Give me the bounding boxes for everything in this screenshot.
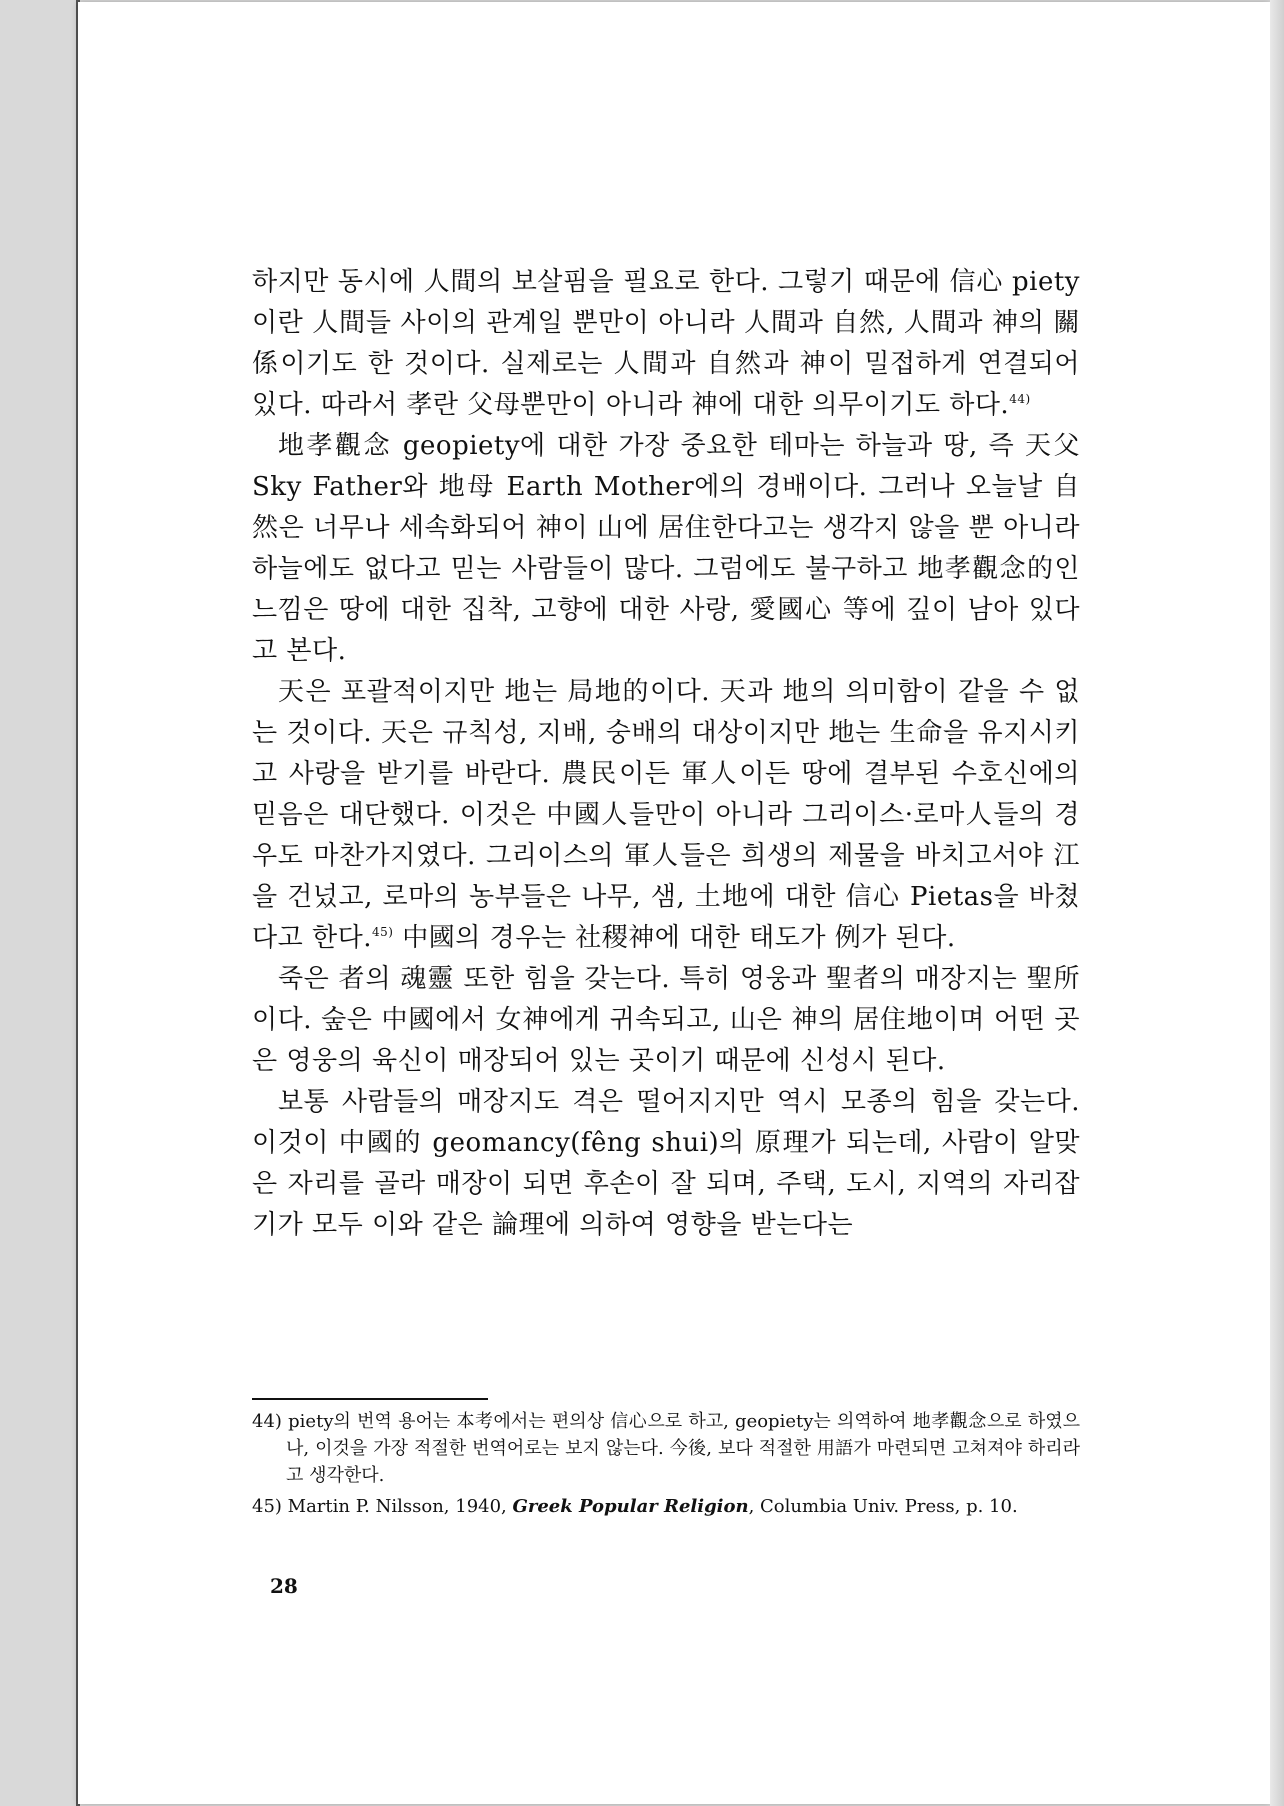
paragraph-3: 天은 포괄적이지만 地는 局地的이다. 天과 地의 의미함이 같을 수 없는 것이다. 天은 규칙성, 지배, 숭배의 대상이지만 地는 生命을 유지시키고 사랑을 받기를 바란다. 農民이든 軍人이든 땅에 결부된 수호신에의 믿음은 대단했다. 이것은 中國人들만이 아니라 그리이스·로마人들의 경우도 마찬가지였다. 그리이스의 軍人들은 희생의 제물을 바치고서야 江을 건넜고, 로마의 농부들은 나무, 샘, 土地에 대한 信心 Pietas을 바쳤다고 한다.$^{45)}$ 中國의 경우는 社稷神에 대한 태도가 例가 된다. xyxy=(252,677,1080,953)
footnote-44: 44) piety의 번역 용어는 本考에서는 편의상 信心으로 하고, geopiety는 의역하여 地孝觀念으로 하였으나, 이것을 가장 적절한 번역어로는 보지 않는다. 今後, 보다 적절한 用語가 마련되면 고쳐져야 하리라고 생각한다. xyxy=(252,1411,1080,1486)
paragraph-1: 하지만 동시에 人間의 보살핌을 필요로 한다. 그렇기 때문에 信心 piety이란 人間들 사이의 관계일 뿐만이 아니라 人間과 自然, 人間과 神의 關係이기도 한 것이다. 실제로는 人間과 自然과 神이 밀접하게 연결되어 있다. 따라서 孝란 父母뿐만이 아니라 神에 대한 의무이기도 하다.$^{44)}$ xyxy=(252,267,1080,420)
footnote-45: 45) Martin P. Nilsson, 1940, Greek Popular Religion, Columbia Univ. Press, p. 10. xyxy=(252,1496,1018,1517)
book-title: Greek Popular Religion xyxy=(512,1496,749,1517)
body-text xyxy=(252,262,1080,1246)
footnote-ref-45: 45) xyxy=(372,925,394,939)
footnote-rule xyxy=(252,1398,488,1400)
page-number: 28 xyxy=(270,1574,298,1598)
footnote-ref-44: 44) xyxy=(1009,392,1031,406)
paragraph-5: 보통 사람들의 매장지도 격은 떨어지지만 역시 모종의 힘을 갖는다. 이것이 中國的 geomancy(fêng shui)의 原理가 되는데, 사람이 알맞은 자리를 골라 매장이 되면 후손이 잘 되며, 주택, 도시, 지역의 자리잡기가 모두 이와 같은 論理에 의하여 영향을 받는다는 xyxy=(252,1087,1080,1240)
page-edge xyxy=(1270,0,1284,1806)
footnotes xyxy=(252,1408,1080,1524)
paragraph-2: 地孝觀念 geopiety에 대한 가장 중요한 테마는 하늘과 땅, 즉 天父 Sky Father와 地母 Earth Mother에의 경배이다. 그러나 오늘날 自然은 너무나 세속화되어 神이 山에 居住한다고는 생각지 않을 뿐 아니라 하늘에도 없다고 믿는 사람들이 많다. 그럼에도 불구하고 地孝觀念的인 느낌은 땅에 대한 집착, 고향에 대한 사랑, 愛國心 等에 깊이 남아 있다고 본다. xyxy=(252,431,1080,666)
paragraph-4: 죽은 者의 魂靈 또한 힘을 갖는다. 특히 영웅과 聖者의 매장지는 聖所이다. 숲은 中國에서 女神에게 귀속되고, 山은 神의 居住地이며 어떤 곳은 영웅의 육신이 매장되어 있는 곳이기 때문에 신성시 된다. xyxy=(252,964,1080,1076)
